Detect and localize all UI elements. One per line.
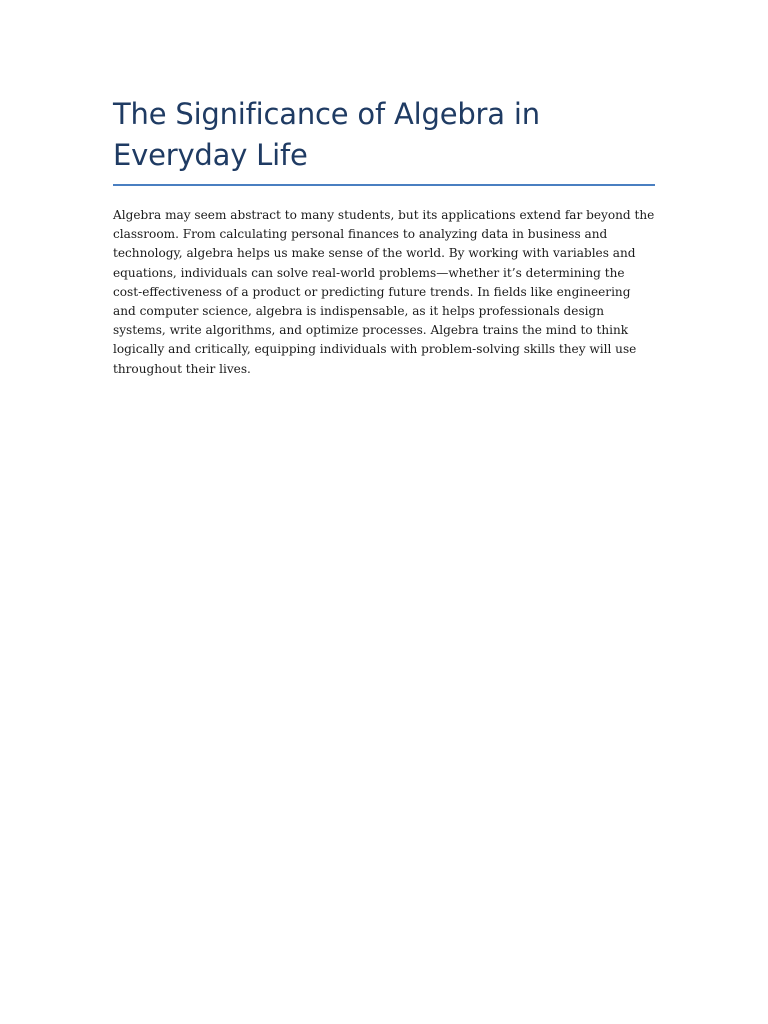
document-title: The Significance of Algebra in Everyday Life (113, 94, 655, 186)
body-paragraph: Algebra may seem abstract to many students, but its applications extend far beyond the classroom. From calculating personal finances to analyzing data in business and technology, algebra helps us make sense of the world. By working with variables and equations, individuals can solve real-world problems—whether it’s determining the cost-effectiveness of a product or predicting future trends. In fields like engineering and computer science, algebra is indispensable, as it helps professionals design systems, write algorithms, and optimize processes. Algebra trains the mind to think logically and critically, equipping individuals with problem-solving skills they will use throughout their lives. (113, 208, 655, 376)
document-content (113, 94, 655, 379)
